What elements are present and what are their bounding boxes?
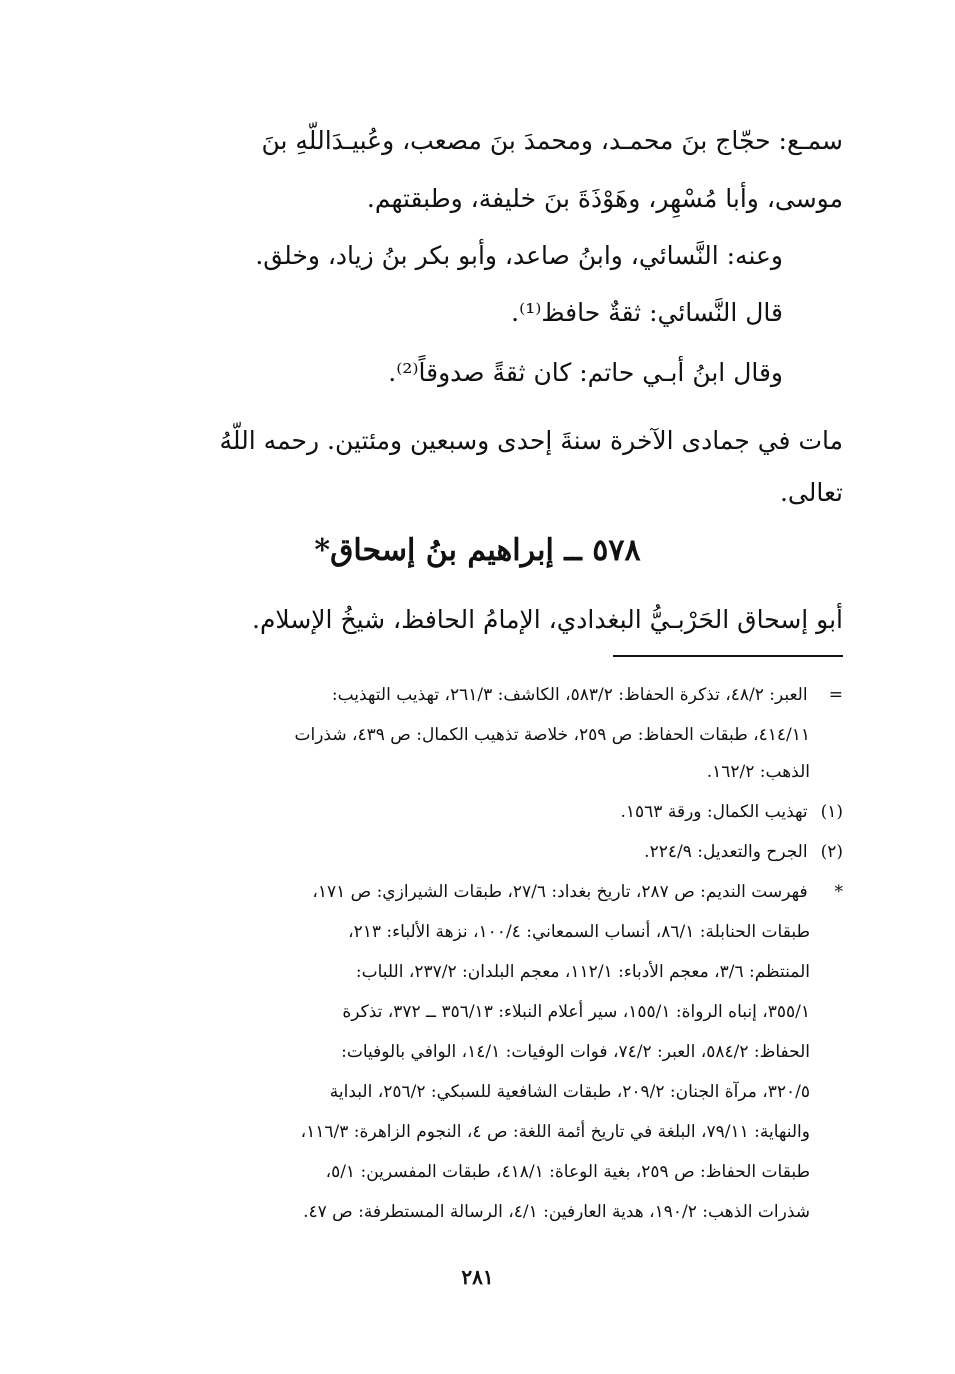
footnote-2 (644, 842, 843, 862)
para3-nasai-quote: قال النَّسائي: ثقةٌ حافظ⁽¹⁾. (511, 298, 783, 327)
para4-ibn-abi-hatim-quote: وقال ابنُ أبـي حاتم: كان ثقةً صدوقاً⁽²⁾. (388, 358, 783, 387)
footnote-2-mark: (٢) (820, 842, 843, 862)
para5-line1: مات في جمادى الآخرة سنةَ إحدى وسبعين ومئتين. رحمه اللّهُ (219, 426, 843, 455)
para2-students: وعنه: النَّسائي، وابنُ صاعد، وأبو بكر بنُ زياد، وخلق. (255, 241, 783, 270)
footnote-star-mark: * (834, 882, 843, 902)
footnote-continued-text: العبر: ٤٨/٢، تذكرة الحفاظ: ٥٨٣/٢، الكاشف: ٢٦١/٣، تهذيب التهذيب: (331, 685, 808, 705)
footnote-star-line2: طبقات الحنابلة: ٨٦/١، أنساب السمعاني: ١٠٠/٤، نزهة الألباء: ٢١٣، (348, 922, 810, 942)
para1-line1: سمـع: حجّاج بنَ محمـد، ومحمدَ بنَ مصعب، وعُبيـدَاللّهِ بنَ (261, 126, 843, 155)
footnote-1 (620, 802, 843, 822)
footnote-star-line6: ٣٢٠/٥، مرآة الجنان: ٢٠٩/٢، طبقات الشافعية للسبكي: ٢٥٦/٢، البداية (329, 1082, 810, 1102)
footnote-continued-line2: ٤١٤/١١، طبقات الحفاظ: ص ٢٥٩، خلاصة تذهيب الكمال: ص ٤٣٩، شذرات (294, 725, 810, 745)
footnote-2-text: الجرح والتعديل: ٢٢٤/٩. (644, 842, 808, 862)
footnote-continued-line1 (332, 685, 843, 705)
entry-title: ٥٧٨ ــ إبراهيم بنُ إسحاق* (314, 533, 641, 568)
footnote-star-line4: ٣٥٥/١، إنباه الرواة: ١٥٥/١، سير أعلام النبلاء: ٣٥٦/١٣ ــ ٣٧٢، تذكرة (342, 1002, 810, 1022)
footnote-1-text: تهذيب الكمال: ورقة ١٥٦٣. (620, 802, 808, 822)
footnote-1-mark: (١) (820, 802, 843, 822)
continuation-mark: = (828, 685, 843, 705)
footnote-star-line9: شذرات الذهب: ١٩٠/٢، هدية العارفين: ٤/١، الرسالة المستطرفة: ص ٤٧. (303, 1202, 810, 1222)
entry-subtitle: أبو إسحاق الحَرْبـيُّ البغدادي، الإمامُ الحافظ، شيخُ الإسلام. (252, 605, 843, 634)
footnote-star-line7: والنهاية: ٧٩/١١، البلغة في تاريخ أئمة اللغة: ص ٤، النجوم الزاهرة: ١١٦/٣، (300, 1122, 810, 1142)
footnote-star-line3: المنتظم: ٣/٦، معجم الأدباء: ١١٢/١، معجم البلدان: ٢٣٧/٢، اللباب: (355, 962, 810, 982)
para1-line2: موسى، وأبا مُسْهِر، وهَوْذَةَ بنَ خليفة، وطبقتهم. (366, 184, 843, 213)
para5-line2: تعالى. (779, 478, 843, 507)
footnote-continued-line3: الذهب: ١٦٢/٢. (706, 762, 810, 782)
footnote-star-line5: الحفاظ: ٥٨٤/٢، العبر: ٧٤/٢، فوات الوفيات: ١٤/١، الوافي بالوفيات: (341, 1042, 810, 1062)
footnote-star-line1 (312, 882, 843, 902)
page-number: ٢٨١ (461, 1265, 494, 1289)
footnote-star-line8: طبقات الحفاظ: ص ٢٥٩، بغية الوعاة: ٤١٨/١، طبقات المفسرين: ٥/١، (325, 1162, 810, 1182)
footnote-star-text: فهرست النديم: ص ٢٨٧، تاريخ بغداد: ٢٧/٦، طبقات الشيرازي: ص ١٧١، (312, 882, 808, 902)
footnote-divider (613, 655, 843, 657)
